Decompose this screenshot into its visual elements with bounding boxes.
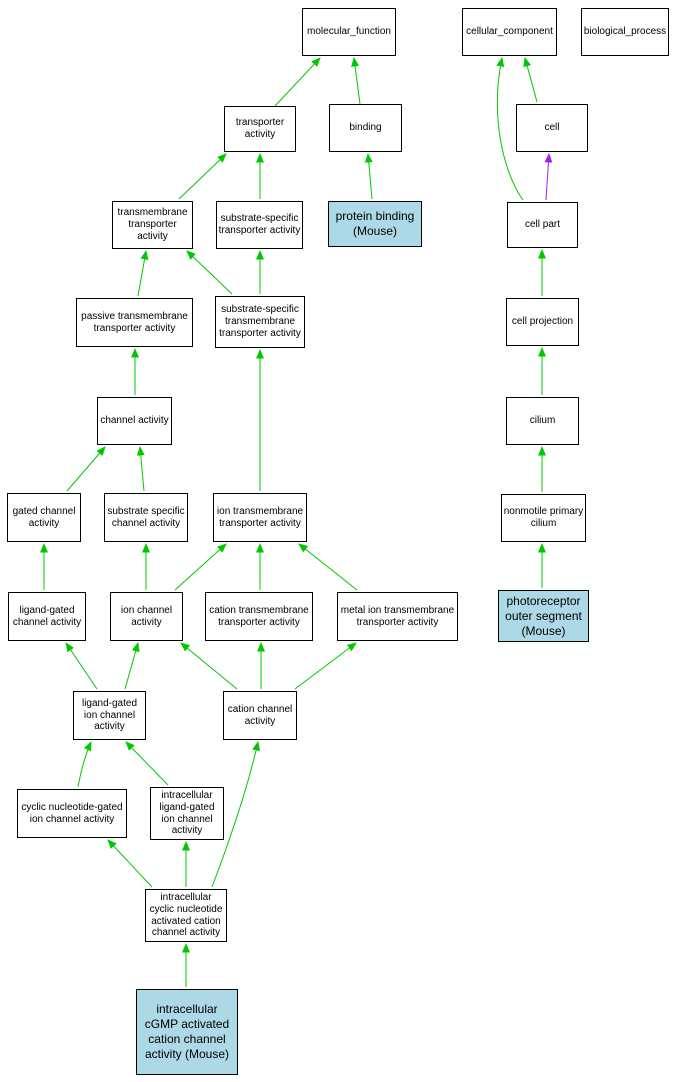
node-ion-transmembrane-transporter-activity[interactable] xyxy=(213,493,307,542)
node-label: intracellular ligand-gated ion channel activity xyxy=(159,789,215,837)
node-label: nonmotile primary cilium xyxy=(503,506,584,529)
node-ion-channel-activity[interactable] xyxy=(110,592,183,641)
node-label: substrate-specific transmembrane transporter activity xyxy=(219,304,301,339)
node-label: substrate-specific transporter activity xyxy=(218,213,301,236)
node-intracellular-cgmp-activated-cation-channel-activity-mouse[interactable] xyxy=(136,989,238,1075)
node-cellular-component[interactable] xyxy=(462,8,557,56)
node-cell-projection[interactable] xyxy=(506,298,579,346)
edge-passive-transmembrane-to-transmembrane xyxy=(138,251,146,296)
node-label: cell xyxy=(544,122,560,134)
node-label: gated channel activity xyxy=(12,505,76,529)
edge-intracellular-ligand-gated-to-ligand-gated-ion-channel xyxy=(126,742,168,785)
node-label: protein binding (Mouse) xyxy=(335,209,415,238)
node-transmembrane-transporter-activity[interactable] xyxy=(112,201,193,249)
node-cell[interactable] xyxy=(516,104,588,152)
node-label: ligand-gated ion channel activity xyxy=(81,697,138,733)
node-molecular-function[interactable] xyxy=(302,8,396,56)
node-substrate-specific-channel-activity[interactable] xyxy=(104,493,188,542)
node-passive-transmembrane-transporter-activity[interactable] xyxy=(76,298,193,347)
node-label: ion channel activity xyxy=(120,604,173,628)
edge-intracellular-cyclic-nucleotide-to-cyclic-nucleotide-gated xyxy=(108,840,152,887)
node-label: ion transmembrane transporter activity xyxy=(216,505,304,529)
node-cell-part[interactable] xyxy=(507,202,578,248)
node-ligand-gated-channel-activity[interactable] xyxy=(8,592,86,641)
node-label: cation channel activity xyxy=(227,703,293,727)
node-cilium[interactable] xyxy=(506,397,579,445)
edge-cell-part-to-cell-part-of xyxy=(546,154,549,200)
edge-cation-channel-to-ion-channel xyxy=(181,643,237,689)
edge-substrate-specific-channel-to-channel-activity xyxy=(140,447,144,491)
edge-ion-channel-to-ion-transmembrane xyxy=(175,544,226,590)
node-label: binding xyxy=(349,122,382,134)
node-label: cell projection xyxy=(511,316,574,328)
node-biological-process[interactable] xyxy=(581,8,669,56)
edge-ligand-gated-ion-channel-to-ligand-gated-channel xyxy=(66,643,97,689)
node-substrate-specific-transporter-activity[interactable] xyxy=(216,201,303,249)
node-label: cell part xyxy=(524,219,560,231)
edge-binding-to-molecular-function xyxy=(354,58,360,104)
node-protein-binding-mouse[interactable] xyxy=(328,201,422,247)
edge-cyclic-nucleotide-gated-to-ligand-gated-ion-channel xyxy=(78,742,91,787)
node-label: transporter activity xyxy=(235,117,285,140)
node-label: intracellular cGMP activated cation channel activity (Mouse) xyxy=(144,1002,230,1061)
node-label: intracellular cyclic nucleotide activated cation channel activity xyxy=(149,891,223,939)
node-intracellular-ligand-gated-ion-channel-activity[interactable] xyxy=(150,787,224,840)
edge-ligand-gated-ion-channel-to-ion-channel xyxy=(125,643,138,689)
node-gated-channel-activity[interactable] xyxy=(7,493,81,542)
node-label: transmembrane transporter activity xyxy=(117,207,188,242)
edge-cell-to-cellular-component xyxy=(525,58,537,102)
node-substrate-specific-transmembrane-transporter-activity[interactable] xyxy=(215,296,305,348)
node-label: cation transmembrane transporter activity xyxy=(209,604,309,628)
node-cation-channel-activity[interactable] xyxy=(223,691,297,740)
node-label: photoreceptor outer segment (Mouse) xyxy=(505,593,582,638)
edge-protein-binding-to-binding xyxy=(368,154,372,199)
edge-transporter-activity-to-molecular-function xyxy=(275,58,320,106)
node-label: cilium xyxy=(529,415,556,427)
node-label: cyclic nucleotide-gated ion channel activity xyxy=(21,801,123,825)
node-photoreceptor-outer-segment-mouse[interactable] xyxy=(498,590,589,642)
node-label: biological_process xyxy=(583,26,667,38)
node-label: ligand-gated channel activity xyxy=(12,604,82,628)
node-cation-transmembrane-transporter-activity[interactable] xyxy=(205,592,313,641)
node-nonmotile-primary-cilium[interactable] xyxy=(501,494,586,542)
edge-transmembrane-transporter-to-transporter-activity xyxy=(179,154,226,199)
edge-cation-channel-to-metal-ion-transmembrane xyxy=(295,643,356,689)
node-label: passive transmembrane transporter activity xyxy=(81,310,188,334)
node-label: channel activity xyxy=(100,415,169,427)
node-label: cellular_component xyxy=(466,26,553,38)
edge-metal-ion-transmembrane-to-ion-transmembrane xyxy=(299,544,357,590)
node-label: metal ion transmembrane transporter activity xyxy=(340,604,455,628)
node-metal-ion-transmembrane-transporter-activity[interactable] xyxy=(337,592,458,641)
node-transporter-activity[interactable] xyxy=(224,106,296,152)
node-binding[interactable] xyxy=(329,104,402,152)
node-cyclic-nucleotide-gated-ion-channel-activity[interactable] xyxy=(17,789,127,838)
edge-gated-channel-to-channel-activity xyxy=(67,447,105,491)
node-label: molecular_function xyxy=(307,26,391,38)
node-intracellular-cyclic-nucleotide-activated-cation-channel-activity[interactable] xyxy=(145,889,227,942)
edge-substrate-specific-transmembrane-to-transmembrane xyxy=(187,251,232,294)
node-ligand-gated-ion-channel-activity[interactable] xyxy=(73,691,146,740)
node-label: substrate specific channel activity xyxy=(107,505,185,529)
node-channel-activity[interactable] xyxy=(97,397,172,445)
